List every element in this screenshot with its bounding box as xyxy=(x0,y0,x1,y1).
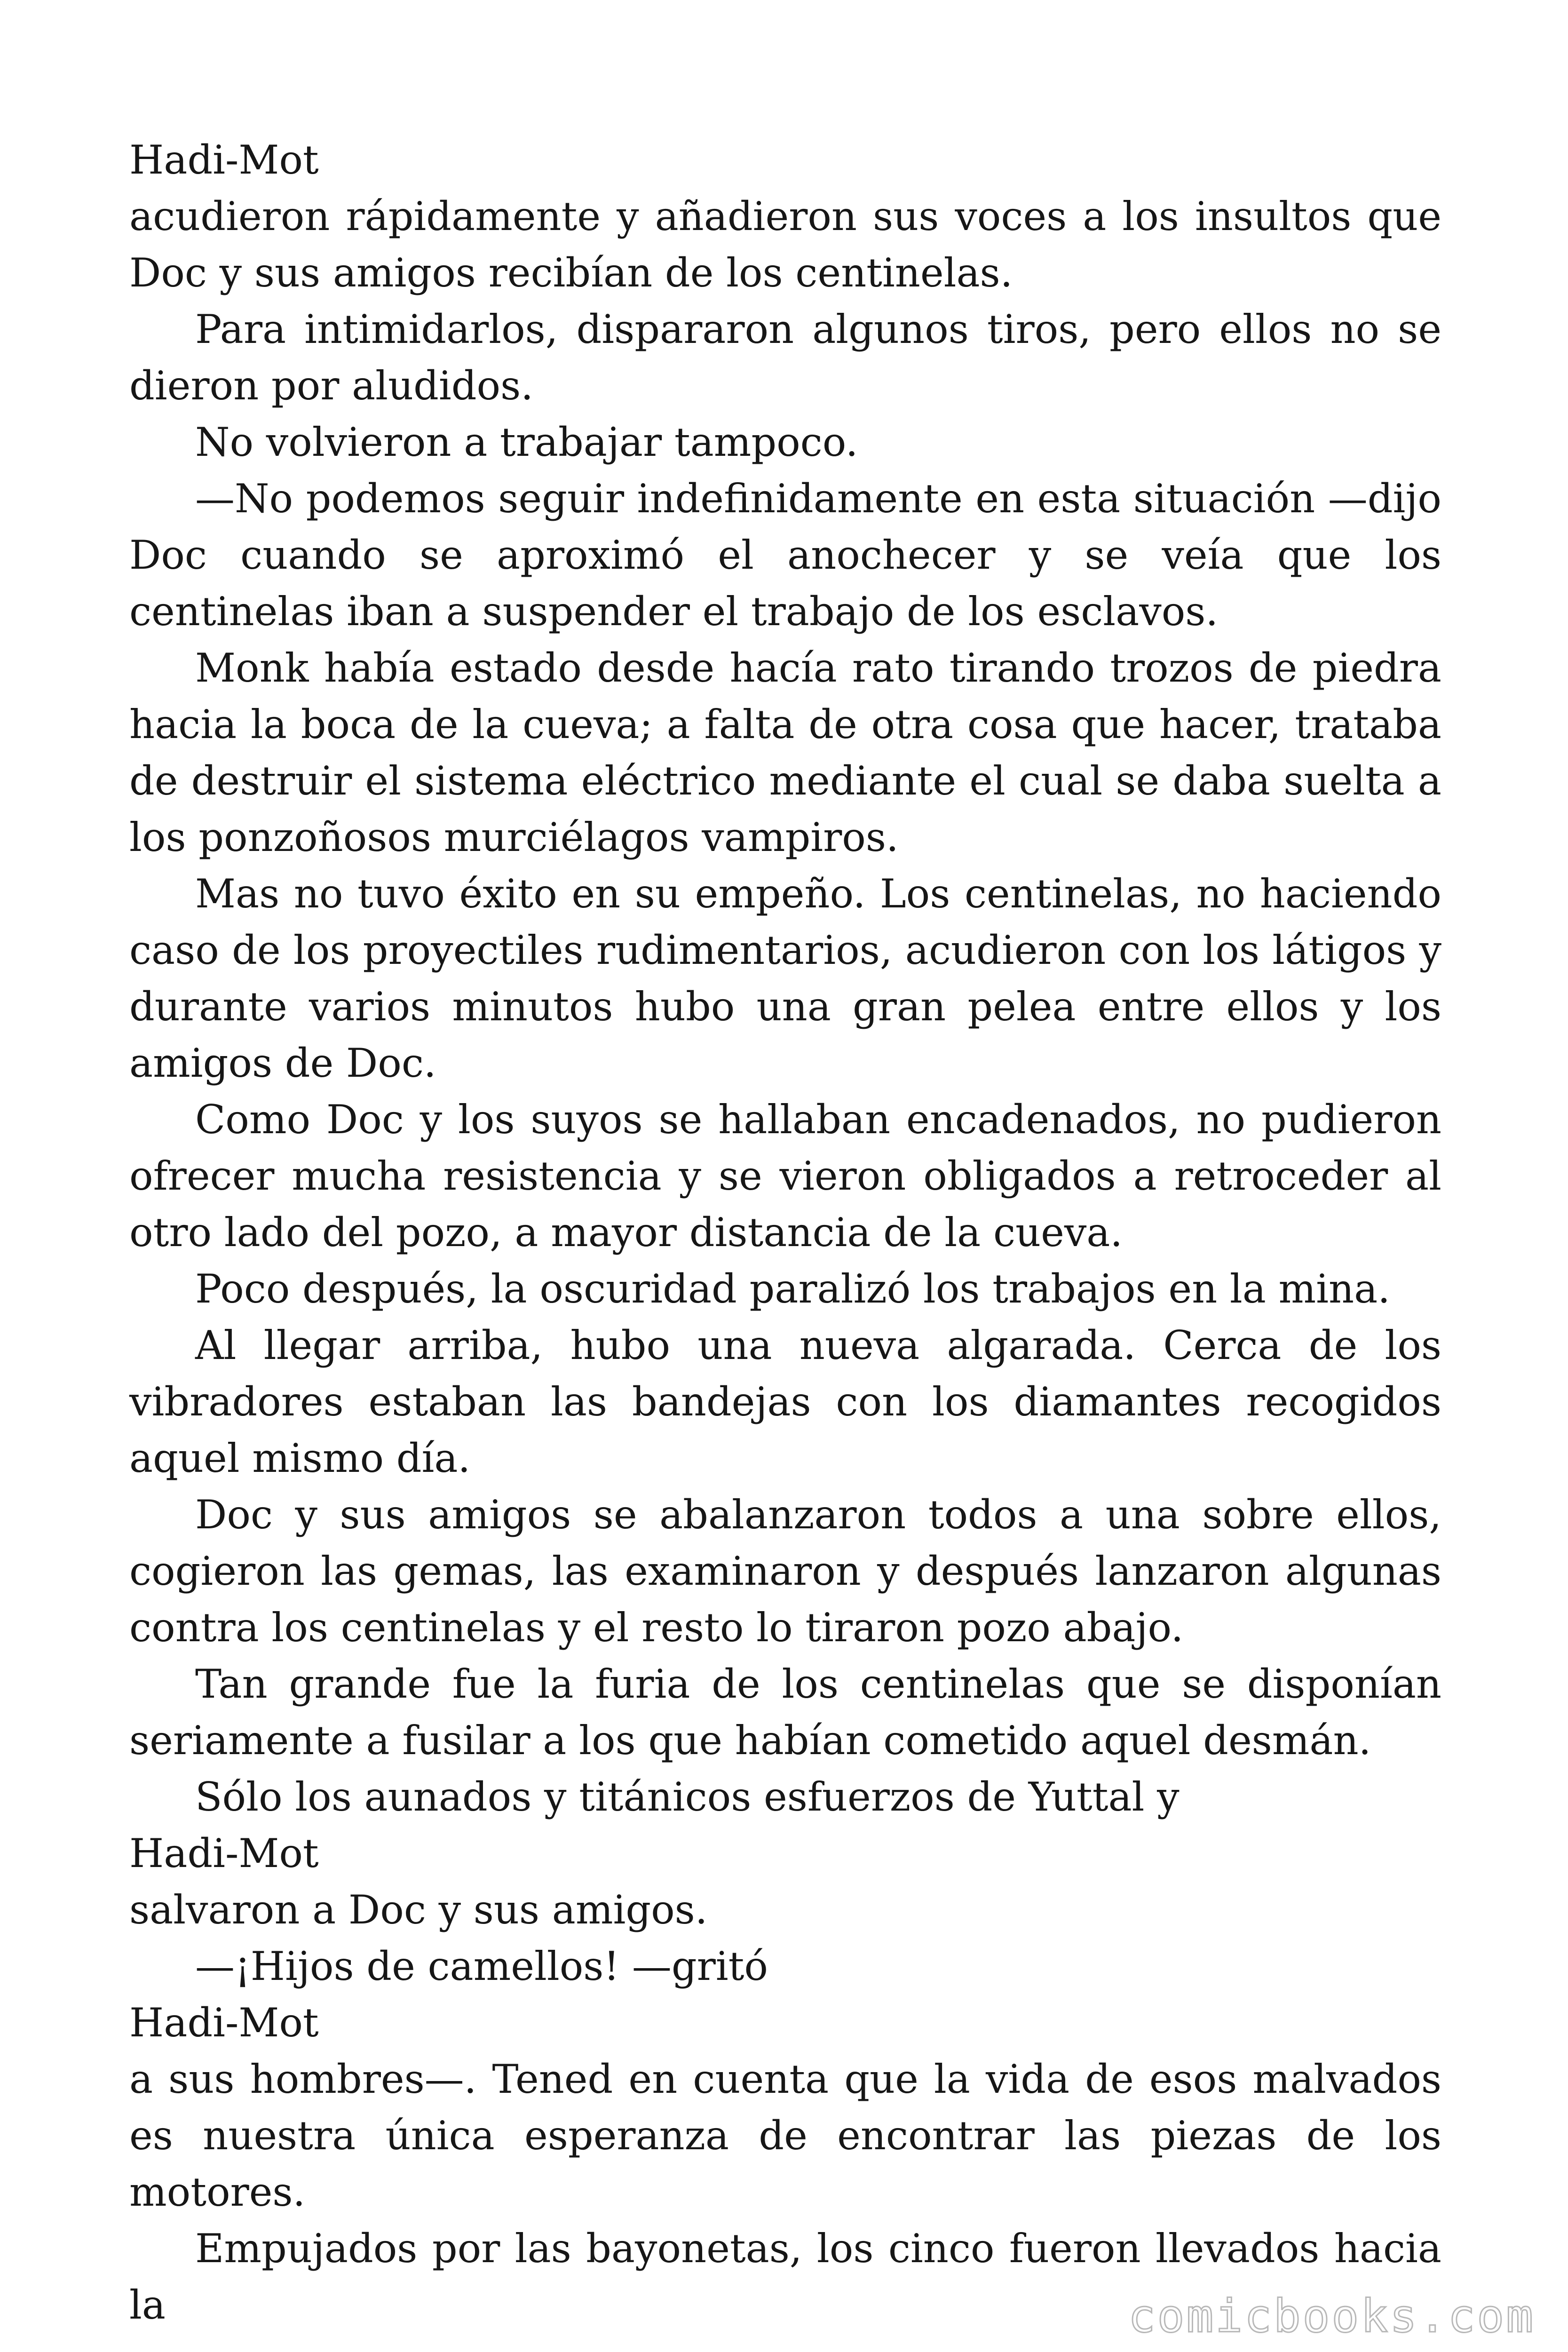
paragraph-0: Hadi-Mot xyxy=(129,137,319,183)
paragraph-17: a sus hombres—. Tened en cuenta que la vida de esos malvados es nuestra única esperanza de encontrar las piezas de los motores. xyxy=(129,2056,1441,2215)
paragraph-4: —No podemos seguir indefinidamente en esta situación —dijo Doc cuando se aproximó el anochecer y se veía que los centinelas iban a suspender el trabajo de los esclavos. xyxy=(129,476,1441,635)
watermark-text: comicbooks.com xyxy=(1128,2290,1535,2343)
paragraph-8: Poco después, la oscuridad paralizó los trabajos en la mina. xyxy=(195,1266,1390,1312)
paragraph-11: Tan grande fue la furia de los centinelas que se disponían seriamente a fusilar a los que habían cometido aquel desmán. xyxy=(129,1661,1441,1764)
paragraph-10: Doc y sus amigos se abalanzaron todos a una sobre ellos, cogieron las gemas, las examinaron y después lanzaron algunas contra los centinelas y el resto lo tiraron pozo abajo. xyxy=(129,1492,1441,1651)
paragraph-7: Como Doc y los suyos se hallaban encadenados, no pudieron ofrecer mucha resistencia y se vieron obligados a retroceder al otro lado del pozo, a mayor distancia de la cueva. xyxy=(129,1097,1441,1255)
paragraph-6: Mas no tuvo éxito en su empeño. Los centinelas, no haciendo caso de los proyectiles rudimentarios, acudieron con los látigos y durante varios minutos hubo una gran pelea entre ellos y los amigos de Doc. xyxy=(129,871,1441,1086)
paragraph-5: Monk había estado desde hacía rato tirando trozos de piedra hacia la boca de la cueva; a falta de otra cosa que hacer, trataba de destruir el sistema eléctrico mediante el cual se daba suelta a los ponzoñosos murciélagos vampiros. xyxy=(129,645,1441,860)
paragraph-12: Sólo los aunados y titánicos esfuerzos de Yuttal y xyxy=(195,1774,1180,1820)
paragraph-2: Para intimidarlos, dispararon algunos tiros, pero ellos no se dieron por aludidos. xyxy=(129,306,1441,409)
paragraph-9: Al llegar arriba, hubo una nueva algarada. Cerca de los vibradores estaban las bandejas con los diamantes recogidos aquel mismo día. xyxy=(129,1322,1441,1481)
paragraph-13: Hadi-Mot xyxy=(129,1830,319,1876)
paragraph-16: Hadi-Mot xyxy=(129,2000,319,2046)
paragraph-18: Empujados por las bayonetas, los cinco fueron llevados hacia la xyxy=(129,2225,1441,2328)
paragraph-14: salvaron a Doc y sus amigos. xyxy=(129,1887,708,1933)
paragraph-3: No volvieron a trabajar tampoco. xyxy=(195,419,858,465)
page-text xyxy=(129,132,1441,2333)
paragraph-15: —¡Hijos de camellos! —gritó xyxy=(195,1943,768,1989)
paragraph-1: acudieron rápidamente y añadieron sus voces a los insultos que Doc y sus amigos recibían de los centinelas. xyxy=(129,193,1441,296)
